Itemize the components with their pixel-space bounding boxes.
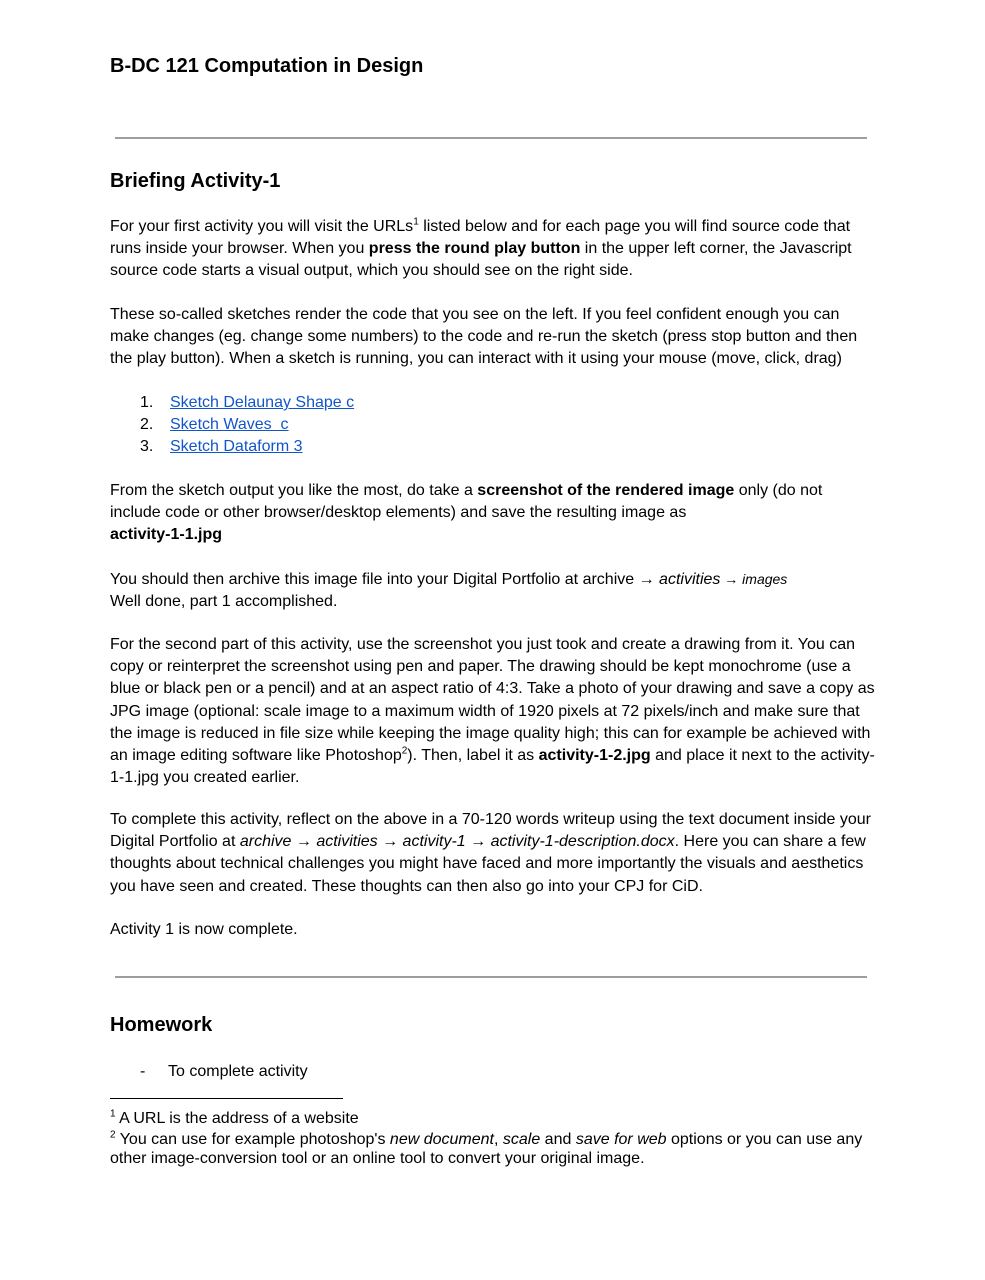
- footnote-mark: 1: [110, 1108, 116, 1120]
- homework-item: [110, 1061, 875, 1083]
- filename: activity-1-2.jpg: [538, 747, 651, 765]
- text: listed below and for each page you will find source code that runs inside your browser. When you: [110, 218, 851, 258]
- sketch-link[interactable]: Sketch Waves c: [170, 416, 289, 434]
- text: Well done, part 1 accomplished.: [110, 593, 338, 611]
- footnote-separator: [110, 1098, 343, 1099]
- text: A URL is the address of a website: [115, 1110, 359, 1127]
- sketch-link-list: [110, 392, 875, 459]
- divider: [115, 137, 867, 139]
- text: and: [540, 1131, 576, 1148]
- text: in the upper left corner, the Javascript source code starts a visual output, which you should see on the right side.: [110, 240, 852, 280]
- footnote-ref-1[interactable]: 1: [413, 216, 419, 228]
- bold-text: screenshot of the rendered image: [477, 482, 735, 499]
- italic-path: archive → activities → activity-1 → activity-1-description.docx: [239, 833, 675, 851]
- sketch-link[interactable]: Sketch Delaunay Shape c: [170, 394, 355, 411]
- list-number: 3.: [140, 438, 154, 456]
- list-item: [110, 392, 875, 414]
- paragraph-archive: [110, 568, 875, 613]
- text: For the second part of this activity, use the screenshot you just took and create a drawing from it. You can copy or reinterpret the screenshot using pen and paper. The drawing should be kept monochrome (use a blue or black pen or a pencil) and at an aspect ratio of 4:3. Take a photo of your drawing and save a copy as JPG image (optional: scale image to a maximum width of 1920 pixels at 72 pixels/inch and make sure that the image is reduced in file size while keeping the image quality high; this can for example be achieved with an image editing software like Photoshop: [110, 636, 875, 765]
- text: You can use for example photoshop's: [115, 1131, 390, 1148]
- text: To complete this activity, reflect on the above in a 70-120 words writeup using the text document inside your Digital Portfolio at: [110, 811, 871, 851]
- text: and place it next to the activity-1-1.jpg you created earlier.: [110, 747, 875, 787]
- footnote-2: [110, 1130, 875, 1168]
- filename: activity-1-1.jpg: [110, 526, 223, 544]
- text: ,: [493, 1131, 503, 1148]
- paragraph-screenshot: [110, 480, 875, 547]
- text: options or you can use any other image-conversion tool or an online tool to convert your original image.: [110, 1131, 863, 1167]
- list-item: [110, 414, 875, 436]
- text: . Here you can share a few thoughts about technical challenges you might have faced and more importantly the visuals and aesthetics you have seen and created. These thoughts can then also go into your CPJ for CiD.: [110, 833, 866, 895]
- text: You should then archive this image file into your Digital Portfolio at archive: [110, 571, 639, 588]
- section-heading: Briefing Activity-1: [110, 170, 281, 192]
- italic-text: save for web: [575, 1131, 667, 1148]
- homework-heading: Homework: [110, 1014, 213, 1036]
- text: ). Then, label it as: [407, 747, 539, 765]
- list-number: 2.: [140, 416, 154, 434]
- paragraph-complete: Activity 1 is now complete.: [110, 921, 298, 938]
- paragraph-drawing: [110, 634, 875, 789]
- text: To complete activity: [168, 1063, 308, 1080]
- sketch-link[interactable]: Sketch Dataform 3: [170, 438, 303, 456]
- bold-text: press the round play button: [368, 240, 581, 258]
- footnote-ref-2[interactable]: 2: [401, 745, 408, 757]
- italic-text: new document: [389, 1131, 494, 1148]
- text: only (do not include code or other browser/desktop elements) and save the resulting image as: [110, 482, 823, 522]
- text: For your first activity you will visit the URLs: [110, 218, 414, 235]
- list-number: 1.: [140, 394, 154, 411]
- list-item: [110, 436, 875, 458]
- italic-text: → images: [720, 571, 788, 587]
- paragraph-sketches: These so-called sketches render the code that you see on the left. If you feel confident enough you can make changes (eg. change some numbers) to the code and re-run the sketch (press stop button and then the play button). When a sketch is running, you can interact with it using your mouse (move, click, drag): [110, 306, 858, 368]
- divider: [115, 976, 867, 978]
- paragraph-reflection: [110, 809, 875, 898]
- footnote-mark: 2: [110, 1129, 116, 1141]
- italic-text: scale: [502, 1131, 541, 1148]
- document-title: B-DC 121 Computation in Design: [110, 55, 424, 77]
- paragraph-intro: [110, 216, 875, 283]
- text: From the sketch output you like the most, do take a: [110, 482, 478, 499]
- footnote-1: [110, 1109, 875, 1128]
- bullet: -: [140, 1063, 146, 1080]
- italic-text: → activities: [638, 571, 721, 588]
